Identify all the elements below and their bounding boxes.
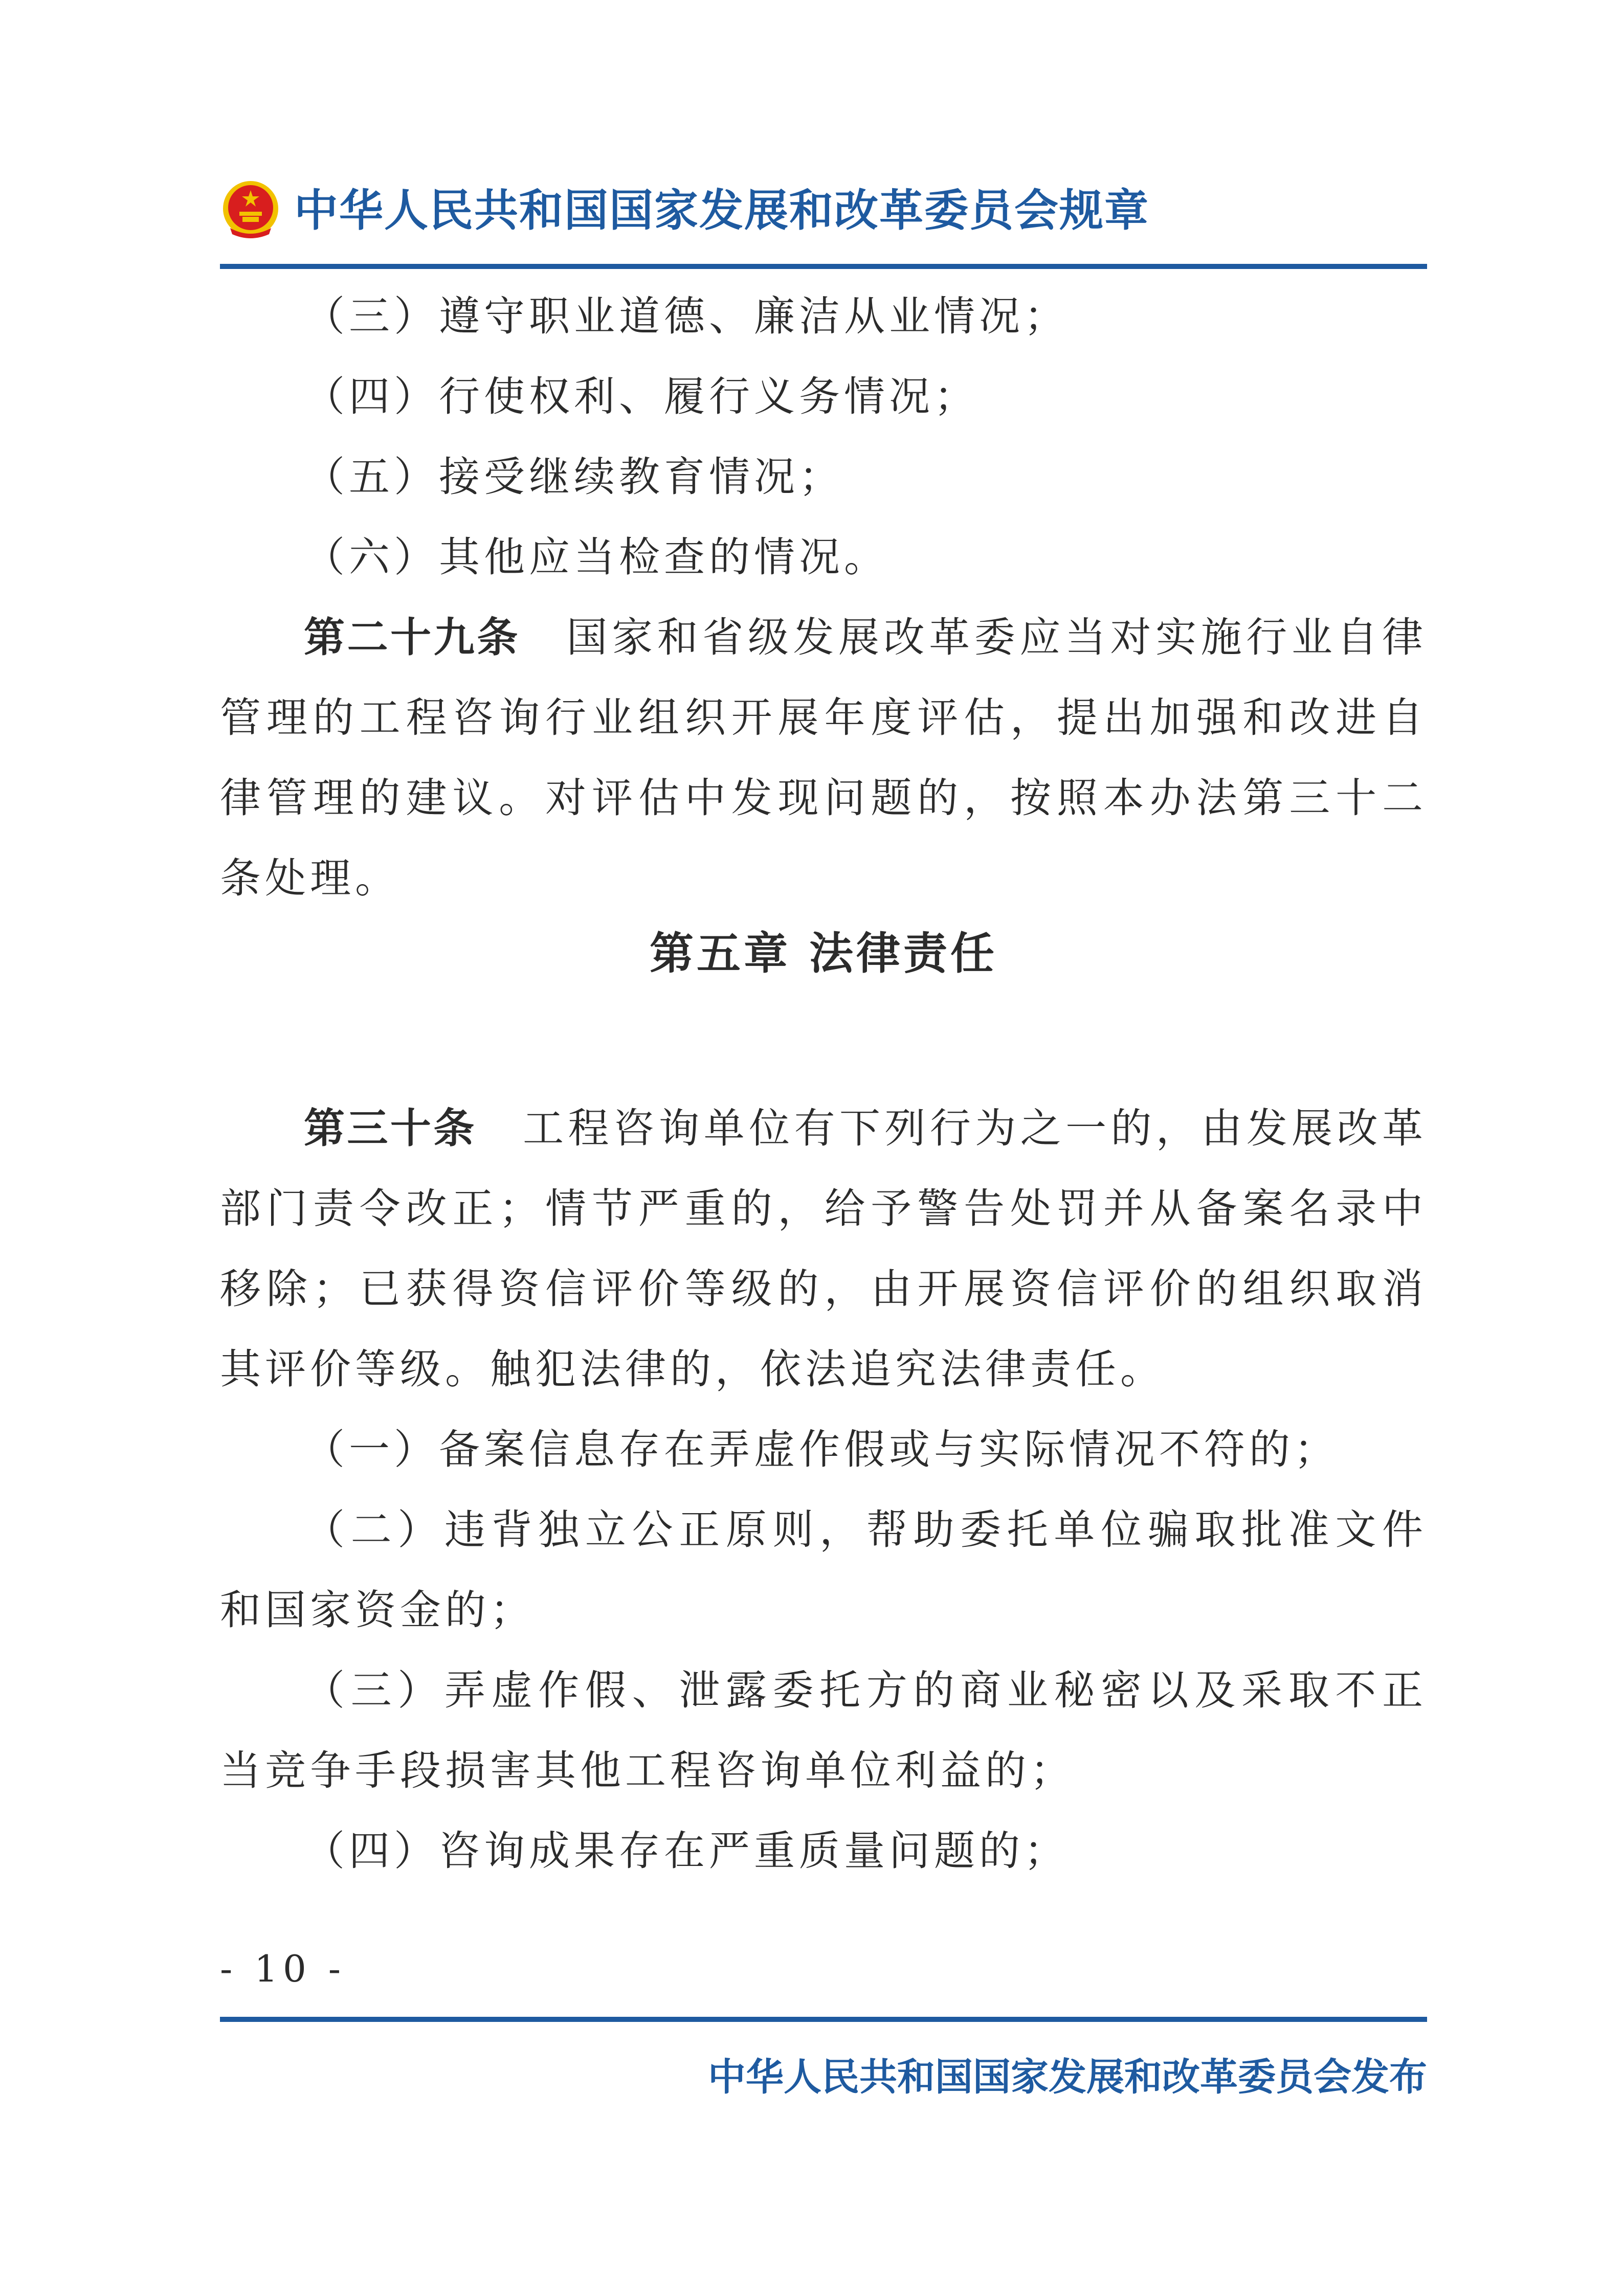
item-3: （三）遵守职业道德、廉洁从业情况； [304,292,1069,340]
national-emblem-icon [220,179,281,240]
page-header [220,174,1427,266]
item-6: （六）其他应当检查的情况。 [304,533,889,581]
liability-item-3: （三）弄虚作假、泄露委托方的商业秘密以及采取不正当竞争手段损害其他工程咨询单位利益的； [220,1667,1427,1794]
header-title: 中华人民共和国国家发展和改革委员会规章 [294,185,1149,236]
liability-item-4: （四）咨询成果存在严重质量问题的； [304,1827,1069,1875]
article-29 [220,597,1427,918]
footer-publisher: 中华人民共和国国家发展和改革委员会发布 [708,2055,1427,2099]
footer-divider [220,2017,1427,2022]
liability-item-2: （二）违背独立公正原则，帮助委托单位骗取批准文件和国家资金的； [220,1506,1427,1634]
header-divider [220,264,1427,269]
article-30 [220,1088,1427,1409]
item-4: （四）行使权利、履行义务情况； [304,373,979,420]
page-number: - 10 - [220,1947,346,1990]
chapter-heading: 第五章 法律责任 [650,928,997,979]
article-30-number: 第三十条 [304,1105,477,1152]
liability-item-1: （一）备案信息存在弄虚作假或与实际情况不符的； [304,1426,1339,1473]
article-29-text: 国家和省级发展改革委应当对实施行业自律管理的工程咨询行业组织开展年度评估，提出加强和改进自律管理的建议。对评估中发现问题的，按照本办法第三十二条处理。 [220,614,1428,902]
item-5: （五）接受继续教育情况； [304,453,844,501]
article-30-text: 工程咨询单位有下列行为之一的，由发展改革部门责令改正；情节严重的，给予警告处罚并从备案名录中移除；已获得资信评价等级的，由开展资信评价的组织取消其评价等级。触犯法律的，依法追究法律责任。 [220,1105,1428,1393]
article-29-number: 第二十九条 [304,614,520,661]
